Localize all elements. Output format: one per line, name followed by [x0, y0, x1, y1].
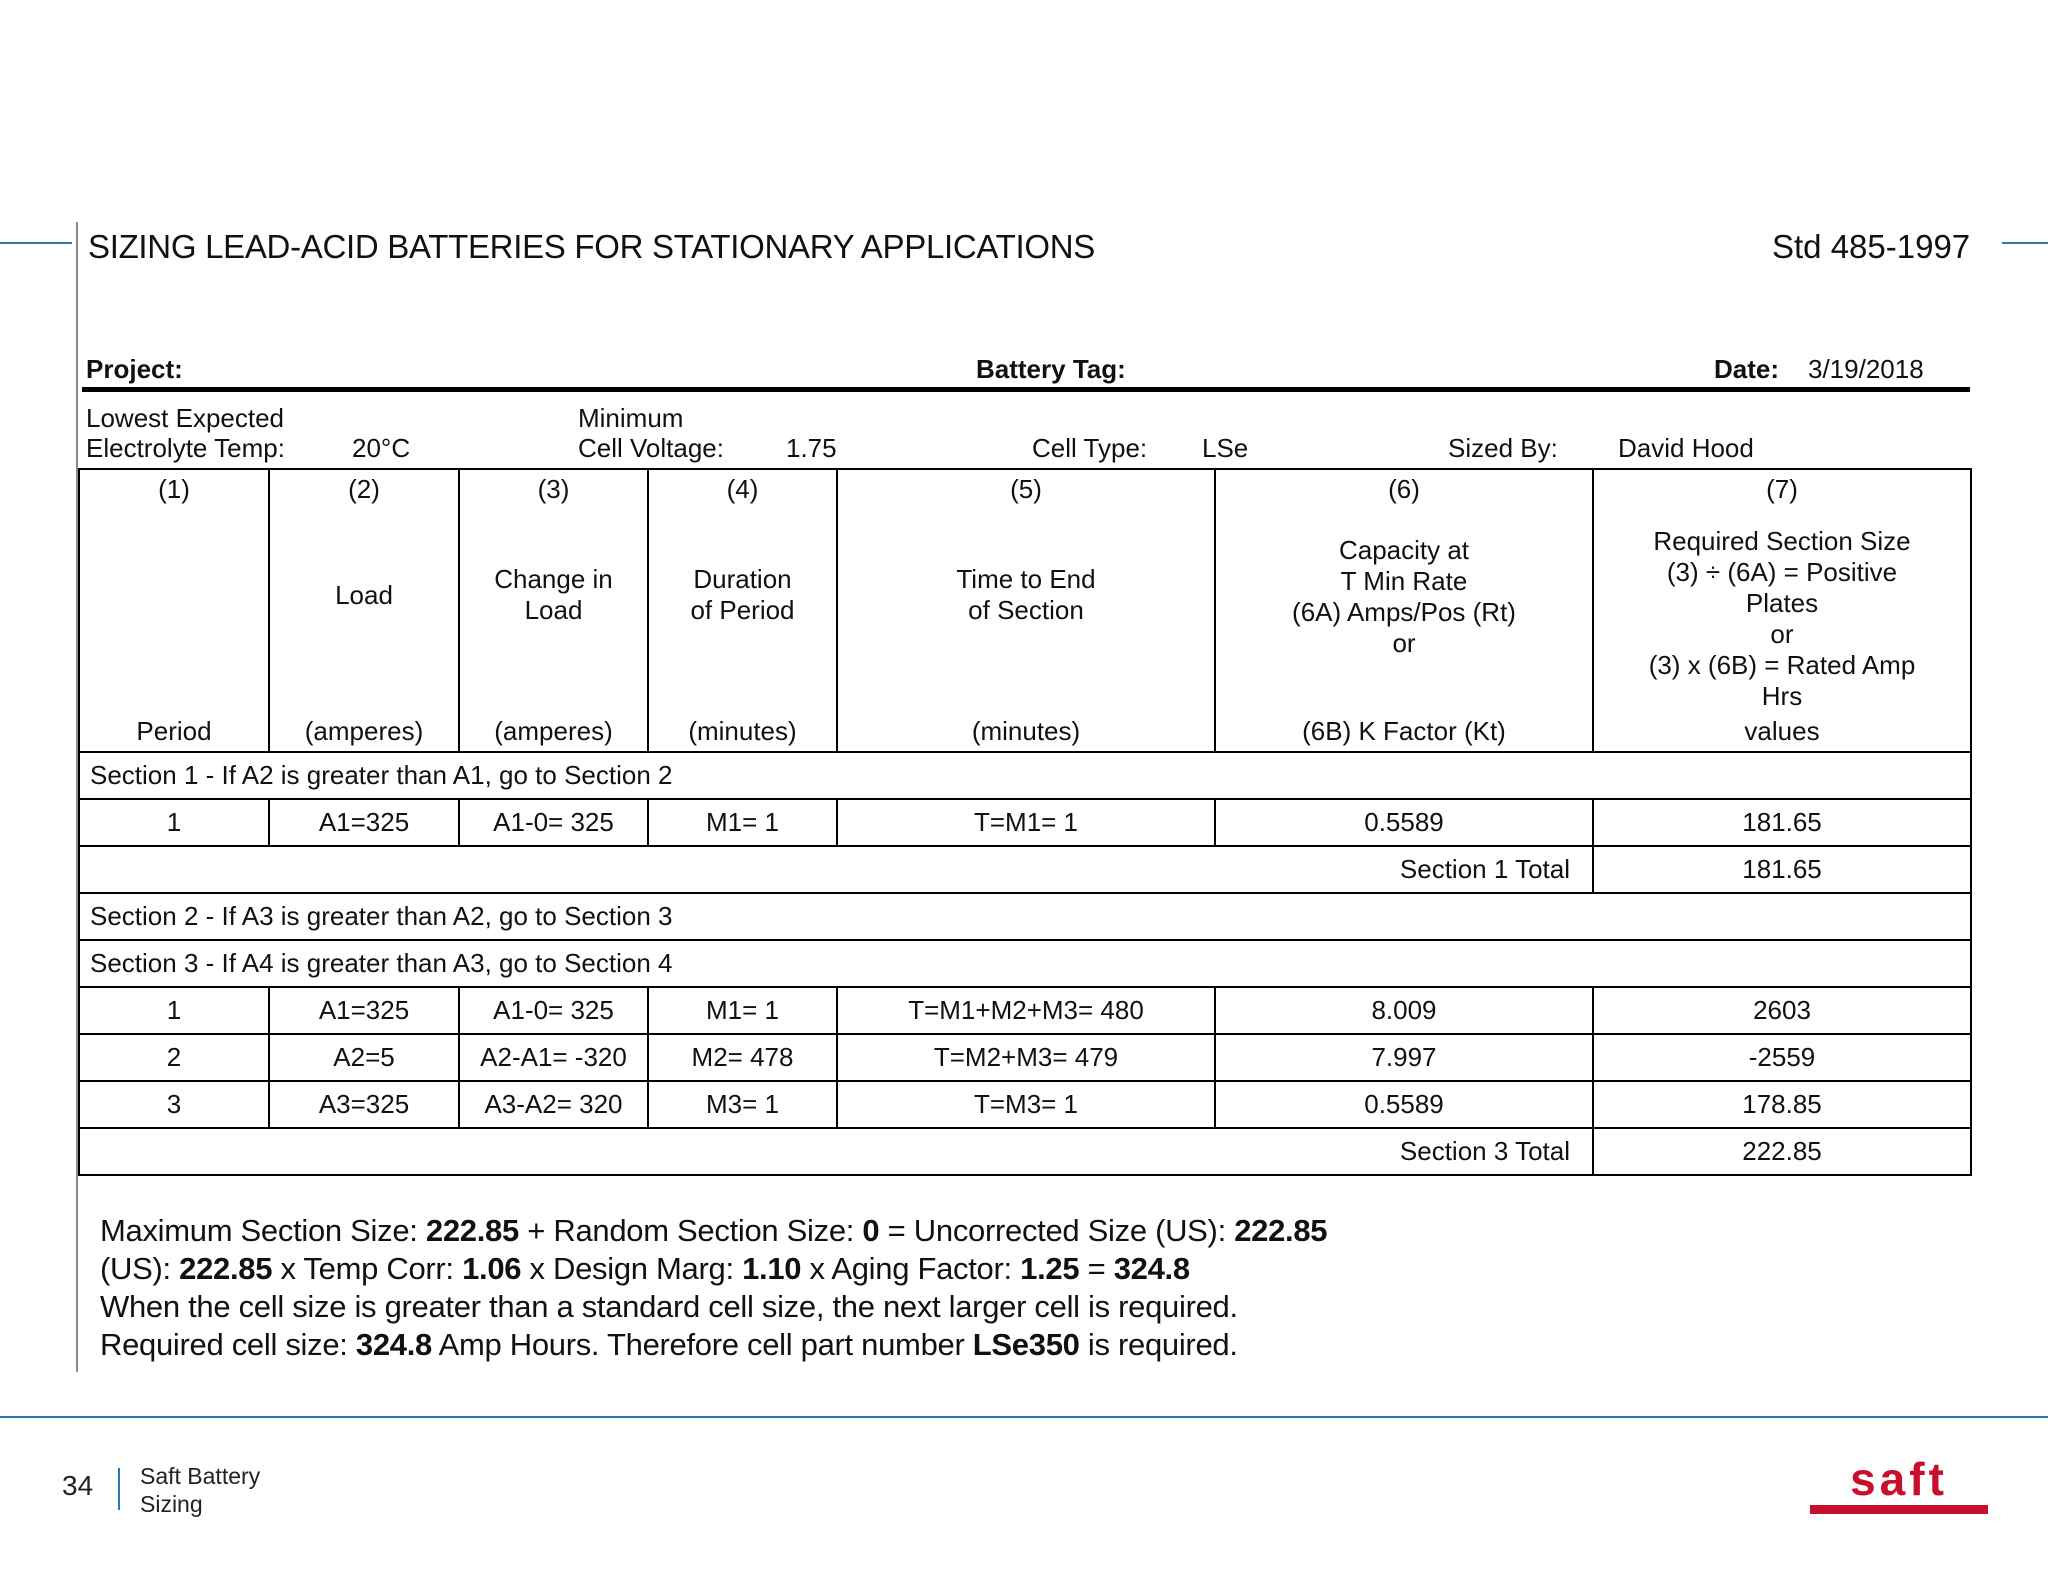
- column-unit: (amperes): [304, 716, 424, 746]
- summary-line-1: [100, 1212, 1327, 1250]
- period-cell: 2: [79, 1034, 269, 1081]
- section-total-label: Section 1 Total: [79, 846, 1593, 893]
- summary-text: =: [1079, 1251, 1114, 1286]
- period-cell: 1: [79, 987, 269, 1034]
- column-description-text: Required Section Size (3) ÷ (6A) = Positive Plates or (3) x (6B) = Rated Amp Hrs: [1648, 526, 1916, 711]
- duration-cell: M2= 478: [648, 1034, 837, 1081]
- required-cell: 178.85: [1593, 1081, 1971, 1128]
- summary-value: 1.06: [462, 1251, 522, 1286]
- summary-text: x Temp Corr:: [272, 1251, 463, 1286]
- table-row: [79, 987, 1971, 1034]
- footer-separator: [118, 1468, 120, 1510]
- summary-value: 0: [862, 1213, 880, 1248]
- column-header-duration: [648, 469, 837, 752]
- summary-text: x Aging Factor:: [801, 1251, 1021, 1286]
- column-description-text: Duration of Period: [690, 564, 795, 625]
- table-row: [79, 799, 1971, 846]
- summary-text: = Uncorrected Size (US):: [879, 1213, 1235, 1248]
- project-label: Project:: [86, 354, 183, 384]
- date-value: 3/19/2018: [1808, 354, 1924, 384]
- summary-line-3: When the cell size is greater than a standard cell size, the next larger cell is required.: [100, 1289, 1238, 1324]
- column-number: (6): [1388, 474, 1420, 504]
- top-left-rule: [0, 242, 72, 244]
- time-cell: T=M3= 1: [837, 1081, 1215, 1128]
- sizing-table: [78, 468, 1972, 1176]
- column-description-text: Change in Load: [494, 564, 613, 625]
- required-cell: -2559: [1593, 1034, 1971, 1081]
- summary-text: Amp Hours. Therefore cell part number: [431, 1327, 973, 1362]
- required-cell: 181.65: [1593, 799, 1971, 846]
- time-cell: T=M1= 1: [837, 799, 1215, 846]
- period-cell: 1: [79, 799, 269, 846]
- column-description: [653, 536, 832, 686]
- summary-value: 222.85: [179, 1251, 273, 1286]
- column-description-text: Time to End of Section: [956, 564, 1096, 625]
- footer-rule: [0, 1416, 2048, 1418]
- sized-by-label: Sized By:: [1448, 433, 1558, 463]
- load-cell: A1=325: [269, 987, 459, 1034]
- duration-cell: M1= 1: [648, 987, 837, 1034]
- column-description-text: Capacity at T Min Rate (6A) Amps/Pos (Rt) or: [1292, 535, 1516, 658]
- change-cell: A2-A1= -320: [459, 1034, 648, 1081]
- required-cell: 2603: [1593, 987, 1971, 1034]
- section-1-total-row: [79, 846, 1971, 893]
- temp-label-line2: Electrolyte Temp:: [86, 433, 285, 463]
- column-unit: values: [1744, 716, 1820, 746]
- change-cell: A1-0= 325: [459, 799, 648, 846]
- column-number: (7): [1766, 474, 1798, 504]
- column-description: [1598, 526, 1966, 711]
- voltage-label-line2: Cell Voltage:: [578, 433, 724, 463]
- column-header-change-in-load: [459, 469, 648, 752]
- load-cell: A1=325: [269, 799, 459, 846]
- column-header-required-size: [1593, 469, 1971, 752]
- sized-by-value: David Hood: [1618, 433, 1754, 463]
- temp-value: 20°C: [352, 433, 411, 463]
- standard-label: Std 485-1997: [1772, 228, 1971, 265]
- summary-line-2: [100, 1250, 1327, 1288]
- capacity-cell: 8.009: [1215, 987, 1593, 1034]
- time-cell: T=M2+M3= 479: [837, 1034, 1215, 1081]
- capacity-cell: 7.997: [1215, 1034, 1593, 1081]
- column-description: [464, 536, 643, 686]
- column-unit: Period: [136, 716, 212, 746]
- column-number: (4): [726, 474, 759, 504]
- column-description: [842, 536, 1210, 686]
- logo-wordmark: saft: [1850, 1455, 1948, 1505]
- section-2-header: [79, 893, 1971, 940]
- summary-value: 324.8: [355, 1327, 432, 1362]
- temp-label-line1: Lowest Expected: [86, 403, 285, 433]
- load-cell: A3=325: [269, 1081, 459, 1128]
- logo-underline: [1810, 1505, 1988, 1514]
- capacity-cell: 0.5589: [1215, 799, 1593, 846]
- table-row: [79, 1034, 1971, 1081]
- period-cell: 3: [79, 1081, 269, 1128]
- duration-cell: M3= 1: [648, 1081, 837, 1128]
- capacity-cell: 0.5589: [1215, 1081, 1593, 1128]
- column-header-capacity: [1215, 469, 1593, 752]
- column-unit: (minutes): [971, 716, 1081, 746]
- summary-value: 324.8: [1113, 1251, 1190, 1286]
- summary-line-4: [100, 1326, 1327, 1364]
- summary-text: + Random Section Size:: [518, 1213, 863, 1248]
- column-description-text: Load: [335, 579, 393, 610]
- column-header-load: [269, 469, 459, 752]
- column-description: [1220, 536, 1588, 686]
- section-3-total-row: [79, 1128, 1971, 1175]
- section-title: Section 2 - If A3 is greater than A2, go to Section 3: [79, 893, 1971, 940]
- summary-value: 222.85: [1234, 1213, 1328, 1248]
- summary-value: 222.85: [425, 1213, 519, 1248]
- table-header-row: [79, 469, 1971, 752]
- section-title: Section 3 - If A4 is greater than A3, go to Section 4: [79, 940, 1971, 987]
- column-header-period: [79, 469, 269, 752]
- cell-type-value: LSe: [1202, 433, 1249, 463]
- column-unit: (minutes): [688, 716, 797, 746]
- section-total-label: Section 3 Total: [79, 1128, 1593, 1175]
- top-right-rule: [2002, 242, 2048, 244]
- column-number: (1): [158, 474, 190, 504]
- temp-label: [86, 403, 285, 463]
- footer-caption: [140, 1462, 260, 1518]
- column-header-time-to-end: [837, 469, 1215, 752]
- saft-logo: [1808, 1455, 1990, 1517]
- voltage-value: 1.75: [786, 433, 837, 463]
- section-1-header: [79, 752, 1971, 799]
- header-divider: [82, 387, 1970, 392]
- column-description: [274, 536, 454, 686]
- duration-cell: M1= 1: [648, 799, 837, 846]
- cell-type-label: Cell Type:: [1032, 433, 1148, 463]
- footer-caption-line1: Saft Battery: [140, 1463, 261, 1489]
- column-number: (2): [348, 474, 380, 504]
- footer-caption-line2: Sizing: [140, 1491, 203, 1517]
- summary-value: 1.25: [1020, 1251, 1080, 1286]
- column-unit: (amperes): [494, 716, 613, 746]
- column-number: (5): [1010, 474, 1042, 504]
- summary-text: Required cell size:: [100, 1327, 356, 1362]
- summary-value: 1.10: [742, 1251, 802, 1286]
- summary-text: (US):: [100, 1251, 180, 1286]
- sizing-summary: [100, 1212, 1327, 1364]
- summary-text: Maximum Section Size:: [100, 1213, 426, 1248]
- time-cell: T=M1+M2+M3= 480: [837, 987, 1215, 1034]
- table-row: [79, 1081, 1971, 1128]
- section-total-value: 222.85: [1593, 1128, 1971, 1175]
- date-label: Date:: [1714, 354, 1780, 384]
- load-cell: A2=5: [269, 1034, 459, 1081]
- summary-text: x Design Marg:: [521, 1251, 743, 1286]
- page-number: 34: [62, 1470, 94, 1501]
- part-number: LSe350: [972, 1327, 1080, 1362]
- section-3-header: [79, 940, 1971, 987]
- change-cell: A1-0= 325: [459, 987, 648, 1034]
- summary-text: is required.: [1079, 1327, 1238, 1362]
- section-title: Section 1 - If A2 is greater than A1, go to Section 2: [79, 752, 1971, 799]
- column-unit: (6B) K Factor (Kt): [1302, 716, 1506, 746]
- column-number: (3): [537, 474, 570, 504]
- battery-tag-label: Battery Tag:: [976, 354, 1126, 384]
- change-cell: A3-A2= 320: [459, 1081, 648, 1128]
- voltage-label: [578, 403, 724, 463]
- section-total-value: 181.65: [1593, 846, 1971, 893]
- document-title: SIZING LEAD-ACID BATTERIES FOR STATIONARY APPLICATIONS: [88, 228, 1095, 265]
- voltage-label-line1: Minimum: [578, 403, 684, 433]
